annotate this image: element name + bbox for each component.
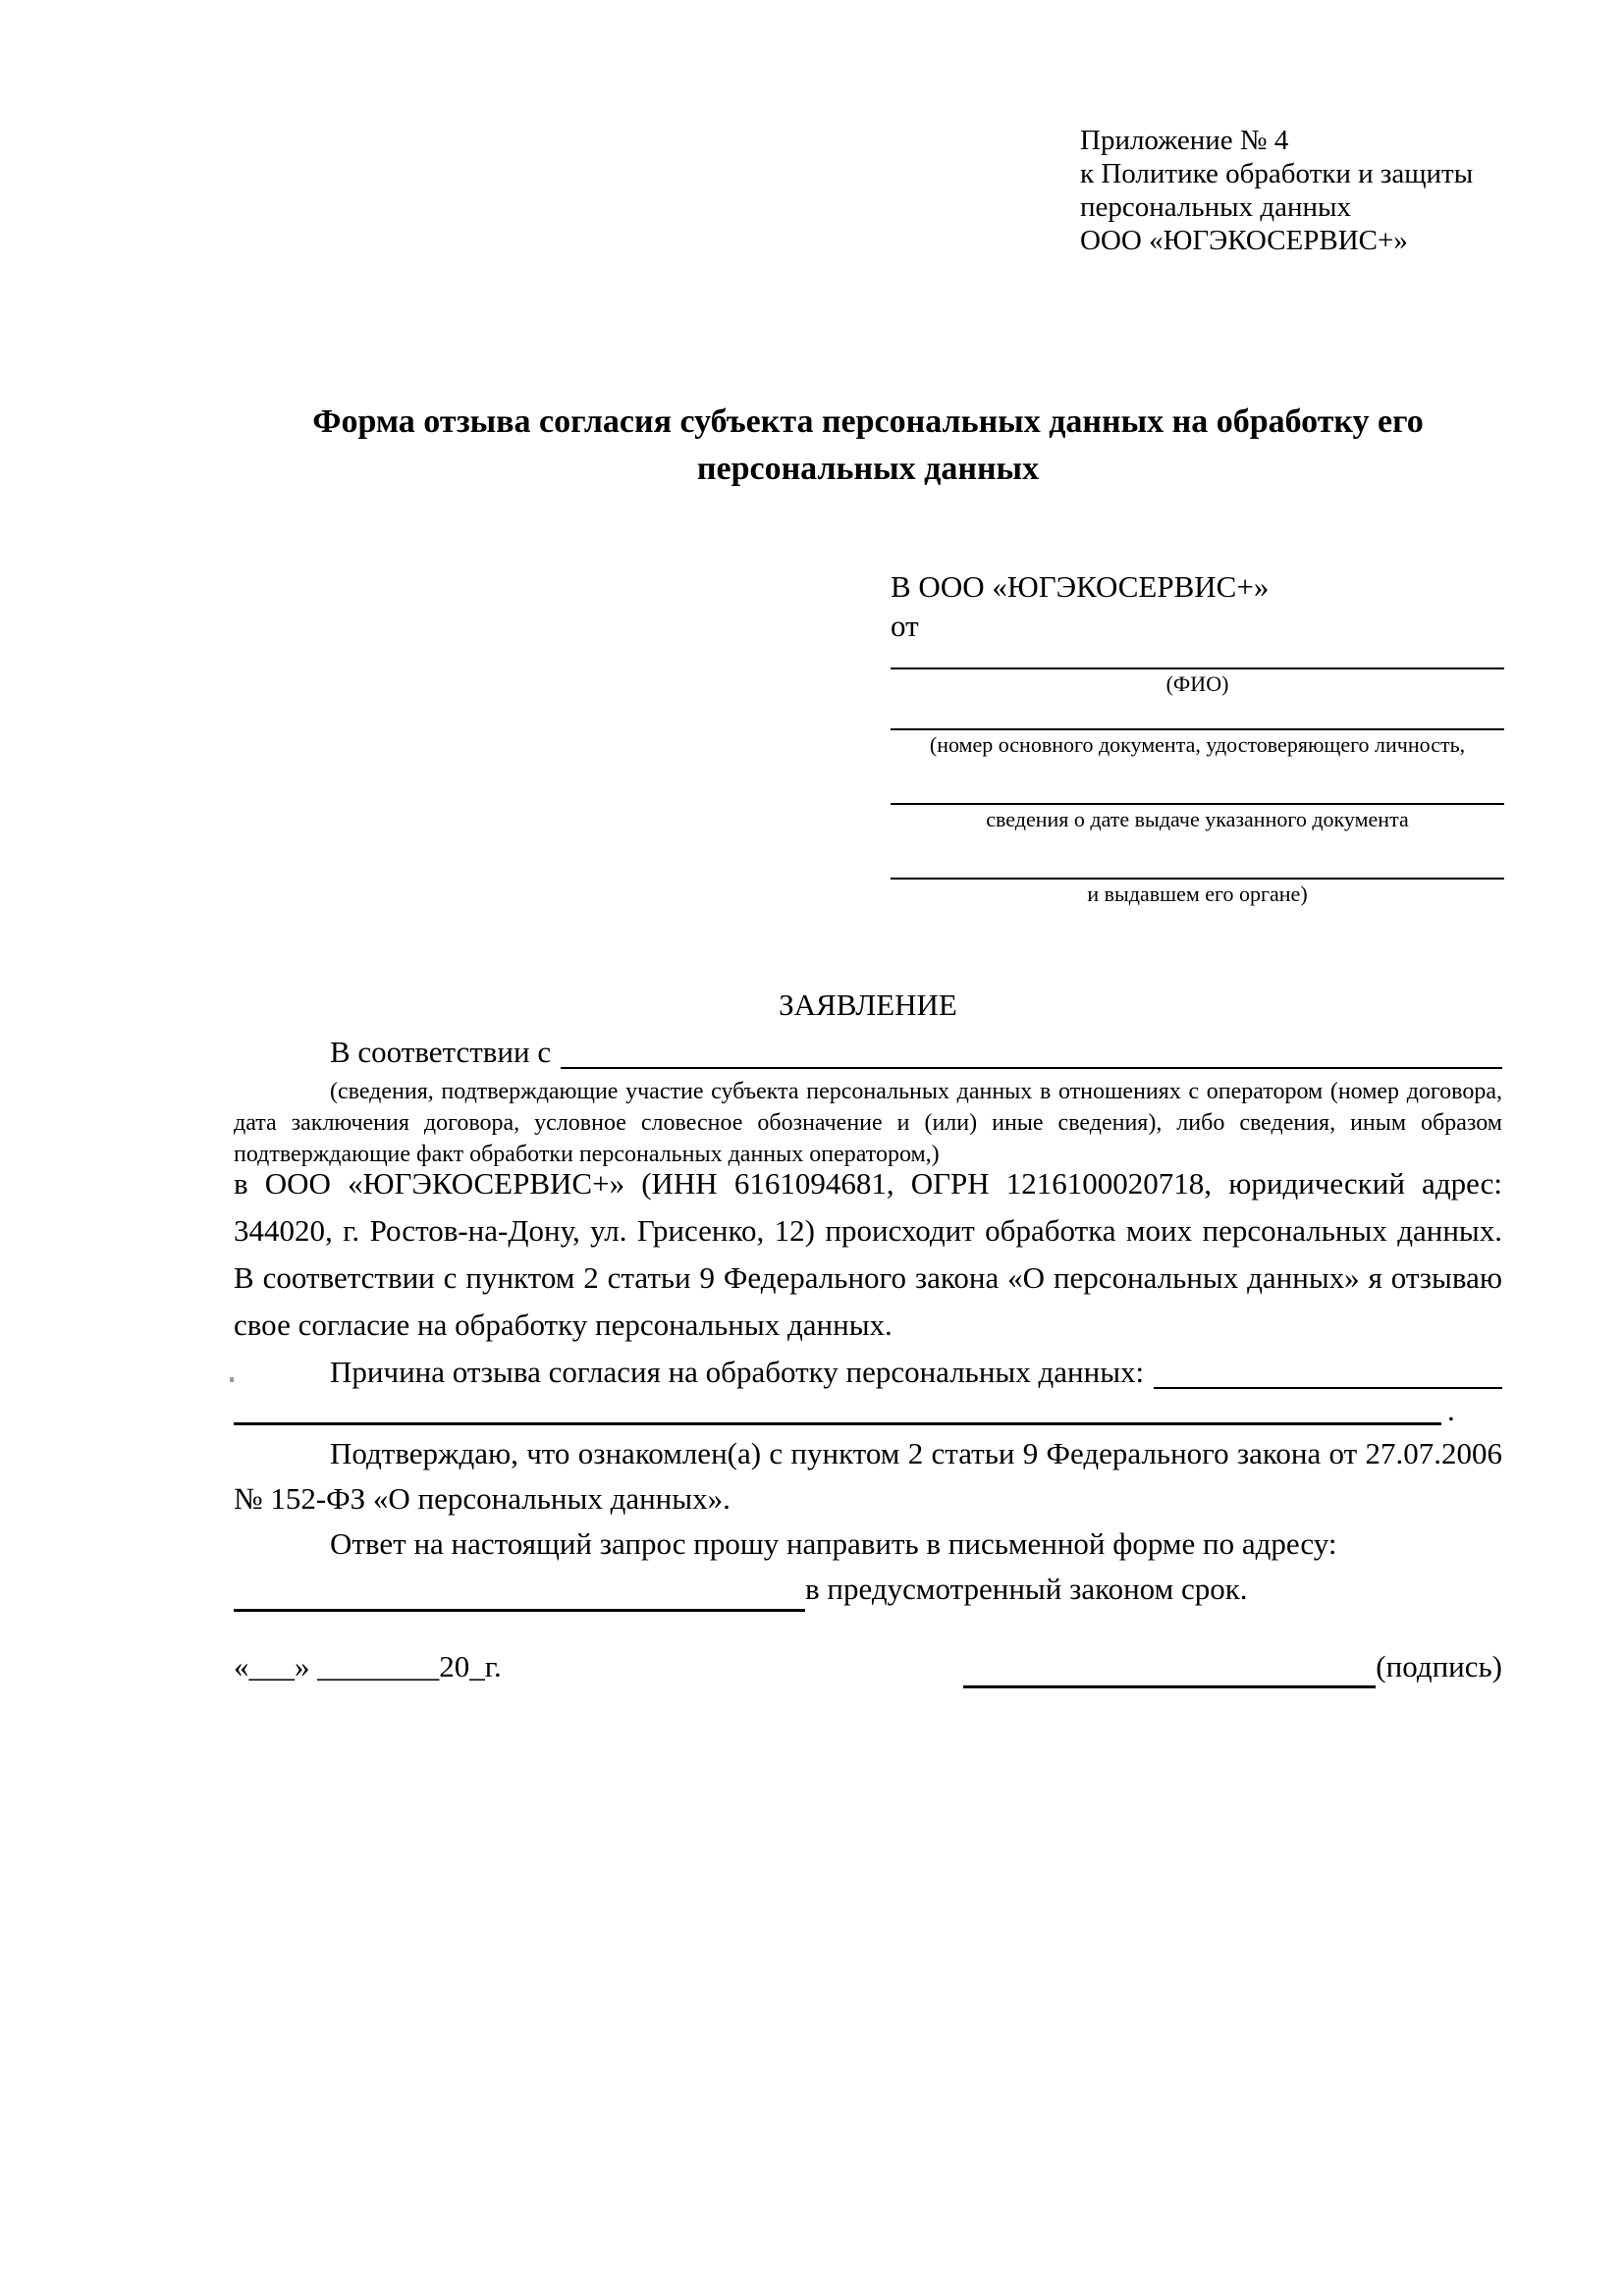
response-request-text: Ответ на настоящий запрос прошу направить в письменной форме по адресу: [330, 1526, 1337, 1561]
issue-date-caption: сведения о дате выдаче указанного документа [986, 807, 1409, 831]
addressee-block [891, 567, 1504, 907]
basis-blank-line [561, 1029, 1502, 1069]
fio-blank-line [891, 646, 1504, 669]
document-number-caption: (номер основного документа, удостоверяющего личность, [929, 732, 1466, 757]
statement-heading: ЗАЯВЛЕНИЕ [779, 988, 957, 1022]
annex-note-line: ООО «ЮГЭКОСЕРВИС+» [1080, 225, 1408, 256]
reason-line [234, 1349, 1502, 1396]
response-address-row [234, 1567, 1502, 1612]
statement-intro-text: В соответствии с [330, 1035, 552, 1069]
annex-note-line: персональных данных [1080, 191, 1352, 223]
reason-blank-line [234, 1399, 1441, 1425]
confirmation-section [234, 1431, 1502, 1612]
annex-note [1080, 124, 1473, 257]
signature-group [963, 1645, 1502, 1688]
indent-spacer [234, 1349, 330, 1396]
body-section [234, 1160, 1502, 1425]
issuing-authority-caption: и выдавшем его органе) [1087, 881, 1308, 906]
date-blank-line: «___» ________20_г. [234, 1649, 502, 1683]
stray-mark [230, 1377, 234, 1382]
address-blank-line [234, 1575, 805, 1612]
confirmation-paragraph: Подтверждаю, что ознакомлен(а) с пунктом 2 статьи 9 Федерального закона от 27.07.2006 № 152-ФЗ «О персональных данных». [234, 1436, 1502, 1516]
statement-section [234, 982, 1502, 1170]
reason-blank-row [234, 1393, 1502, 1427]
body-paragraph: в ООО «ЮГЭКОСЕРВИС+» (ИНН 6161094681, ОГРН 1216100020718, юридический адрес: 344020, г. Ростов-на-Дону, ул. Грисенко, 12) происходит обработка моих персональных данных. В соответствии с пунктом 2 статьи 9 Федерального закона «О персональных данных» я отзываю свое согласие на обработку персональных данных. [234, 1166, 1502, 1342]
reason-label: Причина отзыва согласия на обработку персональных данных: [330, 1355, 1145, 1389]
reason-line-period: . [1447, 1393, 1455, 1427]
addressee-to: В ООО «ЮГЭКОСЕРВИС+» [891, 569, 1270, 604]
annex-note-line: к Политике обработки и защиты [1080, 158, 1474, 189]
indent-spacer [234, 1029, 330, 1076]
footer-row [234, 1645, 1502, 1688]
issue-date-blank-line [891, 758, 1504, 805]
signature-blank-line [963, 1652, 1376, 1688]
statement-intro-line [234, 1029, 1502, 1076]
signature-caption: (подпись) [1376, 1649, 1502, 1683]
addressee-from: от [891, 609, 919, 643]
fio-caption: (ФИО) [1165, 671, 1229, 696]
fine-print-note: (сведения, подтверждающие участие субъекта персональных данных в отношениях с оператором (номер договора, дата заключения договора, условное словесное обозначение и (или) иные сведения), либо сведения, иным образом подтверждающие факт обработки персональных данных оператором,) [234, 1079, 1502, 1167]
annex-note-line: Приложение № 4 [1080, 125, 1289, 156]
reason-blank-line-start [1154, 1349, 1502, 1389]
response-tail-text: в предусмотренный законом срок. [805, 1572, 1248, 1606]
page-title: Форма отзыва согласия субъекта персональных данных на обработку его персональных данных [312, 403, 1424, 487]
document-number-blank-line [891, 697, 1504, 730]
issuing-authority-blank-line [891, 832, 1504, 880]
